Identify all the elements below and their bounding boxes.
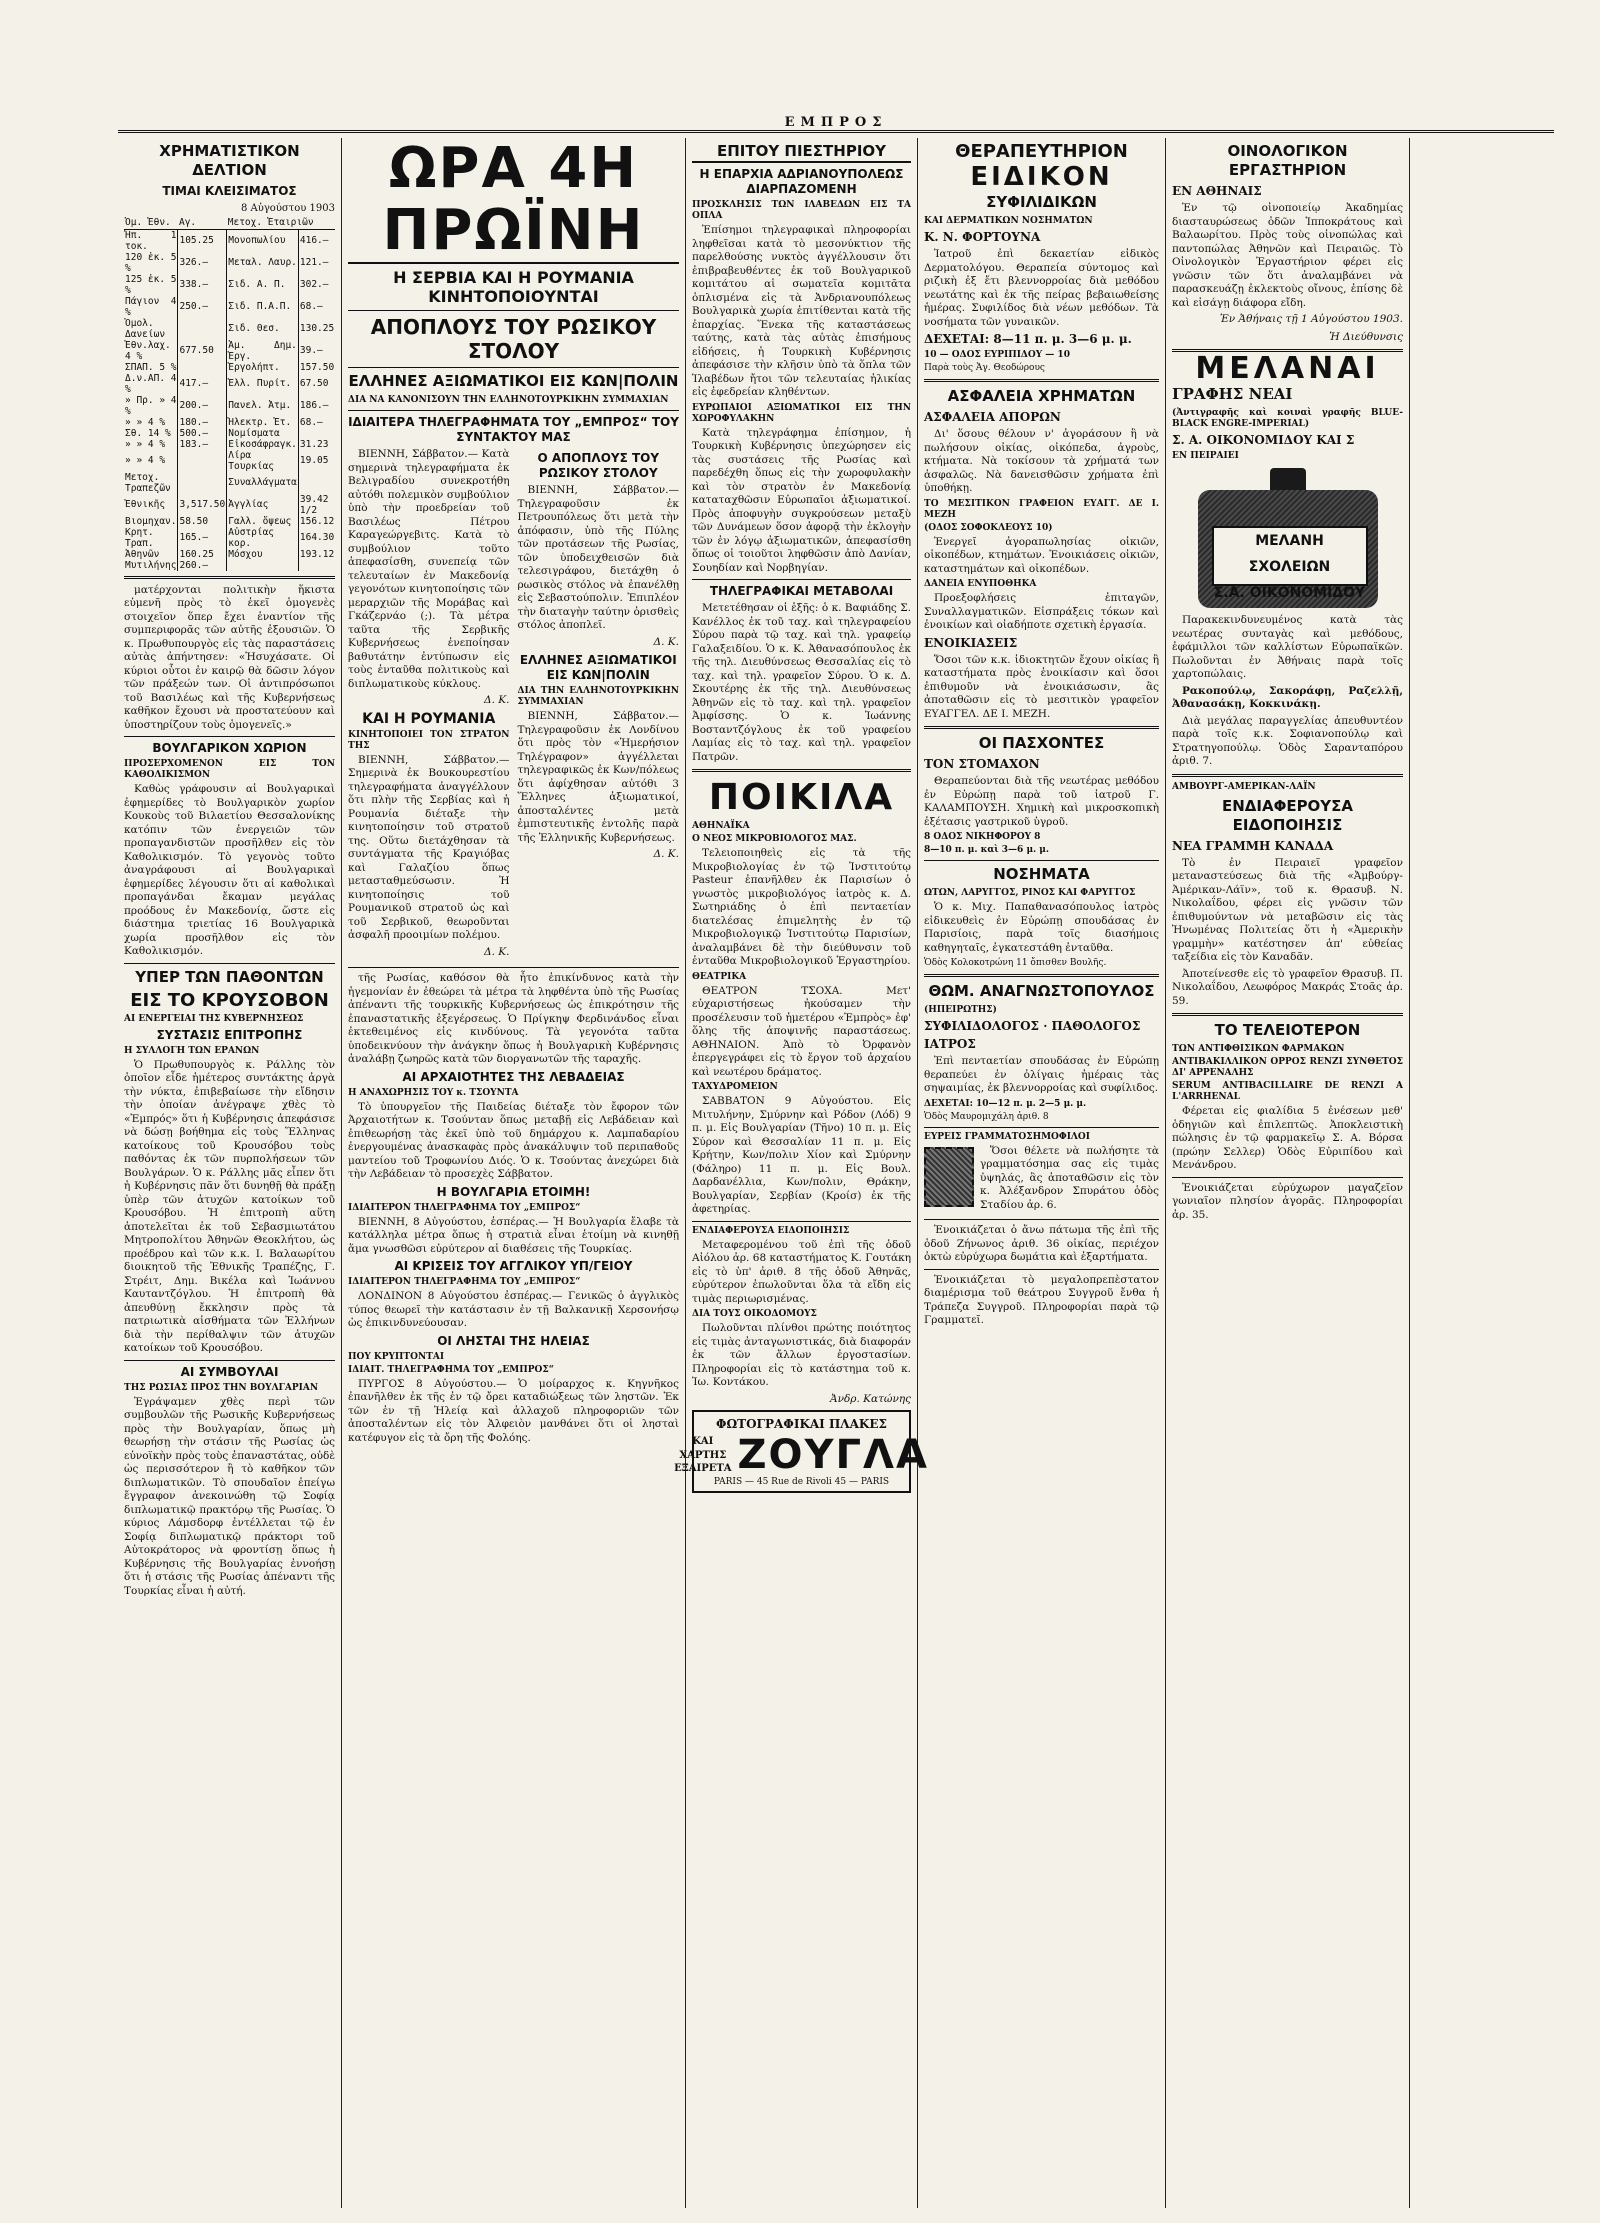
ad-address: Παρὰ τοὺς Ἁγ. Θεοδώρους	[924, 363, 1045, 373]
ad-subtitle: ΩΤΩΝ, ΛΑΡΥΓΓΟΣ, ΡΙΝΟΣ ΚΑΙ ΦΑΡΥΓΓΟΣ	[924, 888, 1136, 898]
divider	[924, 974, 1159, 977]
bottle-label-line: Σ.Α. ΟΙΚΟΝΟΜΙΔΟΥ	[1213, 585, 1366, 601]
ad-subtitle: ΑΣΦΑΛΕΙΑ ΑΠΟΡΩΝ	[924, 410, 1061, 424]
rates-cell: 160.25	[178, 549, 227, 560]
headline: ΟΙ ΛΗΣΤΑΙ ΤΗΣ ΗΛΕΙΑΣ	[437, 1333, 590, 1348]
rates-row	[124, 494, 335, 516]
subheadline: Η ΣΥΛΛΟΓΗ ΤΩΝ ΕΡΑΝΩΝ	[124, 1045, 260, 1056]
rates-table	[124, 216, 335, 571]
rates-cell: 39.—	[298, 340, 335, 362]
ad-text: Ἐνοικιάζεται εὐρύχωρον μαγαζεῖον γωνιαῖον πλησίον ἀγορᾶς. Πληροφορίαι ἀρ. 35.	[1172, 1181, 1403, 1221]
rates-cell: Μονοπωλίου	[227, 229, 299, 252]
signature: Ἀνδρ. Κατώνης	[830, 1392, 911, 1405]
headline: ΕΛΛΗΝΕΣ ΑΞΙΩΜΑΤΙΚΟΙ ΕΙΣ ΚΩΝ|ΠΟΛΙΝ	[348, 372, 679, 390]
divider	[124, 736, 335, 737]
divider	[692, 579, 911, 580]
divider	[124, 576, 335, 579]
rates-cell: 105.25	[178, 229, 227, 252]
rates-cell: Μυτιλήνης	[125, 559, 177, 571]
subheadline: Ο ΝΕΟΣ ΜΙΚΡΟΒΙΟΛΟΓΟΣ ΜΑΣ.	[692, 834, 857, 844]
divider	[924, 726, 1159, 729]
article-text: Ἐπίσημοι τηλεγραφικαὶ πληροφορίαι ληφθεῖσαι κατὰ τὸ μεσονύκτιον τῆς παρελθούσης νυκτὸς ἀγγέλλουσιν ὅτι ἐπιβραβευθέντες ἐκ τοῦ Βουλγαρικοῦ κομιτάτου αἱ σωματεῖα κομιτᾶτα ὁπλισμένα εἰς τὰ Ἀνδριανουπόλεως Βουλγαρικὰ χωρία ἐπιτίθενται κατὰ τῆς ἐπαρχίας. Ἕνεκα τῆς καταστάσεως ταύτης, κατὰ τὰς αὐτὰς ἐπισήμους εἰδήσεις, ἡ Τουρκικὴ Κυβέρνησις ἀπεφάσισε τὴν κλῆσιν ὑπὸ τὰ ὅπλα τῶν Ἰλαβέδων ἤτοι τῶν τελευταίας ἡλικίας εἰς ἐφεδρείαν κληθέντων.	[692, 224, 911, 398]
article-text: Τὸ ὑπουργεῖον τῆς Παιδείας διέταξε τὸν ἔφορον τῶν Ἀρχαιοτήτων κ. Τσούνταν ὅπως μεταβῇ εἰς Λεβάδειαν καὶ ἐπιθεωρήσῃ τὰς ἐκεῖ ὑπὸ τοῦ δημάρχου κ. Λαμπαδαρίου ἐνεργουμένας ἀνασκαφὰς πρὸς ἀνακάλυψιν τοῦ περιπαθοῦς μαντείου τοῦ Τροφωνίου Διός. Ὁ κ. Τσούντας ἀνεχώρει διὰ τὴν Λεβάδειαν τὸ προσεχὲς Σάββατον.	[348, 1100, 679, 1180]
ad-title: ΦΩΤΟΓΡΑΦΙΚΑΙ ΠΛΑΚΕΣ	[716, 1417, 887, 1431]
divider	[924, 1269, 1159, 1270]
divider	[348, 410, 679, 411]
rates-cell: Πανελ. Ἀτμ.	[227, 395, 299, 417]
rates-header-1: Ὀμ. Ἐθν.	[124, 216, 178, 230]
headline: ΑΠΟΠΛΟΥΣ ΤΟΥ ΡΩΣΙΚΟΥ ΣΤΟΛΟΥ	[370, 315, 657, 363]
rates-cell: 58.50	[178, 516, 227, 527]
rates-cell: Ὁμολ. Δανείων	[125, 317, 166, 340]
rates-cell: Σιδ. Α. Π.	[227, 274, 299, 296]
rates-cell: 31.23	[298, 439, 335, 450]
ad-text: Θεραπεύονται διὰ τῆς νεωτέρας μεθόδου ἐν Εὐρώπῃ παρὰ τοῦ ἰατροῦ Γ. ΚΑΛΑΜΠΟΥΣΗ. Χημικὴ καὶ μικροσκοπικὴ ἐξέτασις γαστρικοῦ ὑγροῦ.	[924, 775, 1159, 828]
rates-row	[124, 439, 335, 450]
headline: ΕΙΣ ΤΟ ΚΡΟΥΣΟΒΟΝ	[130, 989, 329, 1011]
ad-text: Ἐν τῷ οἰνοποιείῳ Ἀκαδημίας διασταυρώσεως ὁδῶν Ἱπποκράτους καὶ Βαλαωρίτου. Πρὸς τοὺς οἰνοπώλας καὶ παντοπώλας Ἀθηνῶν καὶ Πειραιῶς. Τὸ Οἰνολογικὸν Ἐργαστήριον φέρει εἰς γνῶσιν τῶν ὅτι ἀναλαμβάνει νὰ παρασκευάζῃ ἐκλεκτοὺς οἴνους, ἐπίσης δὲ καὶ εἰσάγῃ διάφορα εἴδη.	[1172, 202, 1403, 309]
ad-text: Ἐνεργεῖ ἀγοραπωλησίας οἰκιῶν, οἰκοπέδων, κτημάτων. Ἐνοικιάσεις οἰκιῶν, καταστημάτων καὶ οἰκοπέδων.	[924, 535, 1159, 575]
rates-cell: Συναλλάγματα	[227, 472, 299, 494]
divider	[348, 310, 679, 311]
rates-cell: Λίρα Τουρκίας	[227, 450, 299, 472]
ad-title: ΤΟ ΤΕΛΕΙΟΤΕΡΟΝ	[1214, 1021, 1361, 1039]
divider	[124, 963, 335, 964]
rates-cell	[227, 560, 299, 571]
ad-hours: ΔΕΧΕΤΑΙ: 10—12 π. μ. 2—5 μ. μ.	[924, 1098, 1087, 1109]
rates-cell	[298, 472, 335, 494]
stock-bulletin-date: 8 Αὐγούστου 1903	[240, 203, 335, 214]
rates-cell	[178, 450, 227, 472]
ad-subtitle: ΕΝΟΙΚΙΑΣΕΙΣ	[924, 635, 1018, 650]
rates-cell: Εἰκοσάφραγκ.	[228, 438, 297, 450]
subheadline: ΕΝΔΙΑΦΕΡΟΥΣΑ ΕΙΔΟΠΟΙΗΣΙΣ	[692, 1225, 850, 1236]
ad-address: 10 — ΟΔΟΣ ΕΥΡΙΠΙΔΟΥ — 10	[924, 350, 1070, 360]
ad-address: PARIS — 45 Rue de Rivoli 45 — PARIS	[713, 1476, 890, 1487]
ad-subtitle: (ΗΠΕΙΡΩΤΗΣ)	[924, 1005, 997, 1015]
rates-cell: Ἀγγλίας	[227, 494, 299, 516]
rates-cell: Ἠπ. 1 τοκ.	[125, 229, 177, 252]
ad-doctor: Κ. Ν. ΦΟΡΤΟΥΝΑ	[924, 230, 1041, 244]
article-text: ματέρχονται πολιτικὴν ἥκιστα εὐμενῆ πρὸς τὸ ἐκεῖ ὁμογενὲς στοιχεῖον ὅπερ ἔχει ἐναντίον τῆς συμπεριφορᾶς τῶν αὐτῆς ἐξουσιῶν. Ὁ κ. Πρωθυπουργὸς εἰς τὰς παραστάσεις αὐτὰς ἀπήντησεν: «Ἠσυχάσατε. Οἱ κύριοι οὗτοι ἐν καιρῷ θὰ δῶσιν λόγον τῶν πράξεών των. Οἱ ἀντιπρόσωποι τοῦ Βασιλέως καὶ τῆς Κυβερνήσεως καθῆκον ἔχουσι νὰ προστατεύουν καὶ ὑποστηρίζουν τοὺς ὁμογενεῖς.»	[124, 583, 335, 731]
headline: Η ΕΠΑΡΧΙΑ ΑΔΡΙΑΝΟΥΠΟΛΕΩΣ ΔΙΑΡΠΑΖΟΜΕΝΗ	[699, 167, 904, 196]
rates-row	[124, 229, 335, 252]
ad-subtitle: ΣΥΦΙΛΙΔΙΚΩΝ	[986, 193, 1097, 211]
article-text: ΒΙΕΝΝΗ, Σάββατον.— Κατὰ σημερινὰ τηλεγραφήματα ἐκ Βελιγραδίου συνεκροτήθη αὐτόθι πολεμικὸν συμβούλιον ὑπὸ τὴν προεδρείαν τοῦ Βασιλέως Πέτρου Καραγεώργεβιτς. Κατὰ τὸ συμβούλιον τοῦτο ἀπεφασίσθη, συνεπείᾳ τῶν τελευταίων ἐν Μακεδονίᾳ γεγονότων κινητοποίησις τῶν μεραρχιῶν τῆς Μοράβας καὶ Γκάζερνάο (;). Τὰ μέτρα ταῦτα τῆς Σερβικῆς Κυβερνήσεως ἐνεποίησαν βαθυτάτην ἐντύπωσιν εἰς τοὺς ἐνταῦθα πολιτικοὺς καὶ διπλωματικοὺς κύκλους.	[348, 448, 510, 690]
article-text: Μεταφερομένου τοῦ ἐπὶ τῆς ὁδοῦ Αἰόλου ἀρ. 68 καταστήματος Κ. Γουτάκη εἰς τὸ ὑπ' ἀριθ. 8 τῆς ὁδοῦ Ἀθηνᾶς, εὐρύτερον ἐπωλοῦνται ὅλα τὰ εἴδη εἰς τιμὰς περιωρισμένας.	[692, 1238, 911, 1305]
rates-cell	[178, 318, 227, 340]
headline: Η ΣΕΡΒΙΑ ΚΑΙ Η ΡΟΥΜΑΝΙΑ ΚΙΝΗΤΟΠΟΙΟΥΝΤΑΙ	[393, 268, 634, 306]
rates-cell: » » 4 %	[125, 416, 166, 428]
ad-text: Παρακεκινδυνευμένος κατὰ τὰς νεωτέρας συνταγὰς καὶ μεθόδους, ἐφάμιλλοι τῶν καλλίστων Εὐρωπαϊκῶν. Πωλοῦνται ἐν Ἀθήναις παρὰ τοῖς χαρτοπώλαις.	[1172, 614, 1403, 680]
ad-city: ΕΝ ΠΕΙΡΑΙΕΙ	[1172, 451, 1239, 461]
rates-cell: 186.—	[298, 395, 335, 417]
ad-maker: Σ. Α. ΟΙΚΟΝΟΜΙΔΟΥ ΚΑΙ Σ	[1172, 433, 1355, 447]
rates-cell: 39.42 1/2	[298, 494, 335, 516]
subheadline: ΠΡΟΣΕΡΧΟΜΕΝΟΝ ΕΙΣ ΤΟΝ ΚΑΘΟΛΙΚΙΣΜΟΝ	[124, 759, 335, 780]
rates-table-body	[124, 229, 335, 571]
article-text: ΠΥΡΓΟΣ 8 Αὐγούστου.— Ὁ μοίραρχος κ. Κηγνῆκος ἐπανῆλθεν ἐκ τῆς ἐν τῷ ὄρει καταδιώξεως τῶν ληστῶν. Ἐκ τῶν ἐν τῇ Ἠλείᾳ καὶ ἀλλαχοῦ πληροφοριῶν τῶν ἀποσταλέντων εἰς τὸν Ἀλφειὸν μανθάνει ὅτι οἱ λησταὶ κατέφυγον εἰς τὰ ὄρη τῆς Φολόης.	[348, 1377, 679, 1444]
ad-address: 8 ΟΔΟΣ ΝΙΚΗΦΟΡΟΥ 8	[924, 832, 1041, 842]
ad-text: Ρακοπούλῳ, Σακοράφῃ, Ραζελλῇ, Ἀθανασάκῃ, Κοκκινάκῃ.	[1172, 684, 1403, 710]
ad-title: ΑΣΦΑΛΕΙΑ ΧΡΗΜΑΤΩΝ	[947, 387, 1136, 405]
headline: Ο ΑΠΟΠΛΟΥΣ ΤΟΥ ΡΩΣΙΚΟΥ ΣΤΟΛΟΥ	[537, 451, 660, 480]
divider	[924, 860, 1159, 861]
ad-text: Ὅσοι τῶν κ.κ. ἰδιοκτητῶν ἔχουν οἰκίας ἢ καταστήματα πρὸς ἐνοικίασιν καὶ ὅσοι ἐπιθυμοῦν νὰ ἐνοικιάσωσιν, ἂς ἀποταθῶσιν εἰς τὸ μεσιτικὸν γραφεῖον ΕΥΑΓΓΕΛ. ΔΕ Ι. ΜΕΖΗ.	[924, 653, 1159, 720]
headline: ΑΙ ΚΡΙΣΕΙΣ ΤΟΥ ΑΓΓΛΙΚΟΥ ΥΠ/ΓΕΙΟΥ	[394, 1259, 633, 1273]
ad-subtitle: ΝΕΑ ΓΡΑΜΜΗ ΚΑΝΑΔΑ	[1172, 838, 1334, 853]
subheadline: ΙΔΙΑΙΤΕΡΟΝ ΤΗΛΕΓΡΑΦΗΜΑ ΤΟΥ „ΕΜΠΡΟΣ“	[348, 1277, 581, 1287]
article-text: ΣΑΒΒΑΤΟΝ 9 Αὐγούστου. Εἰς Μιτυλήνην, Σμύρνην καὶ Ρόδον (Λόδ) 9 π. μ. Εἰς Βουλγαρίαν (Τῆνο) 10 π. μ. Εἰς Σύρον καὶ Θεσσαλίαν 11 π. μ. Εἰς Κρήτην, Κων/πολιν Χίον καὶ Σμύρνην (Φάληρο) 11 π. μ. Εἰς Βουλ. Δαρδανέλλια, Κων/πολιν, Θράκην, Βουλγαρίαν, Σερβίαν (Κροίσ) ἐκ τῆς ἀφετηρίας.	[692, 1095, 911, 1215]
ad-title: ΝΟΣΗΜΑΤΑ	[993, 865, 1090, 883]
subheadline: ΤΑΧΥΔΡΟΜΕΙΟΝ	[692, 1082, 778, 1092]
rates-row	[124, 373, 335, 395]
rates-cell: 200.—	[178, 395, 227, 417]
ad-text: Φέρεται εἰς φιαλίδια 5 ἐνέσεων μεθ' ὁδηγιῶν καὶ ἐπιλεπτῶς. Ἀποκλειστικὴ πώλησις ἐν τῷ φαρμακεῖῳ Σ. Α. Βόρσα (πρώην Σελλερ) Ὁδὸς Εὐριπίδου καὶ Μενάνδρου.	[1172, 1105, 1403, 1171]
rates-cell: 165.—	[178, 527, 227, 549]
rates-cell: » Πρ. » 4 %	[125, 394, 177, 417]
ad-text: Ἐνοικιάζεται τὸ μεγαλοπρεπὲστατον διαμέρισμα τοῦ θεάτρου Συγγροῦ ἔνθα ἡ Τράπεζα Συγγροῦ. Πληροφορίαι παρὰ τῷ Γραμματεῖ.	[924, 1273, 1159, 1326]
divider	[1172, 1013, 1403, 1016]
rates-cell	[298, 428, 335, 439]
rates-row	[124, 450, 335, 472]
rates-header-2: Αγ.	[178, 216, 227, 230]
article-text: Ἐγράψαμεν χθὲς περὶ τῶν συμβουλῶν τῆς Ρωσικῆς Κυβερνήσεως πρὸς τὴν Βουλγαρίαν, ὅπως μὴ θεωρήσῃ τὴν στάσιν τῆς Ρωσίας ὡς εὐνοϊκὴν πρὸς τοὺς ἐπαναστάτας, οὐδὲ ὡς περισσότερον ἢ τὸ καθῆκον τῶν διπλωματικῶν. Τὸ σπουδαῖον ἐπείγω ἔγγραφον ἀνεκοινώθη τῷ Σοφίᾳ διπλωματικῷ πρακτόρῳ τῆς Ρωσίας. Ὁ κύριος Λάμσδορφ ἐντέλλεται τῷ ἐν Σοφίᾳ διπλωματικῷ πράκτορι τοῦ Αὐτοκράτορος νὰ φροντίσῃ ὅπως ἡ Κυβέρνησις τῆς Βουλγαρίας ἐννοήσῃ ὅτι ἡ στάσις τῆς Ρωσίας ἀπέναντι τῆς Τουρκίας εἶναι ἡ αὐτή.	[124, 1395, 335, 1597]
article-text: Τελειοποιηθεὶς εἰς τὰ τῆς Μικροβιολογίας ἐν τῷ Ἰνστιτούτῳ Pasteur ἐπανῆλθεν ἐκ Παρισίων ὁ γνωστὸς μικροβιολόγος ἰατρὸς κ. Δ. Σωτηριάδης ὁ ἐπὶ πενταετίαν διατελέσας ἐπιμελητὴς ἐν τῷ Μικροβιολογικῷ Ἰνστιτούτῳ Παρισίων, ἀναλαμβάνει δὲ τὴν διεύθυνσιν τοῦ ἐνταῦθα Μικροβιολογικοῦ Ἐργαστηρίου.	[692, 847, 911, 967]
rates-row	[124, 428, 335, 439]
ad-text: Ἐπὶ πενταετίαν σπουδάσας ἐν Εὐρώπῃ θεραπεύει ἐν ὀλίγαις ἡμέραις τὰς σηψαιμίας, ἐκ βλεννορροίας καὶ συφίλιδος.	[924, 1055, 1159, 1094]
signature: Δ. Κ.	[653, 848, 679, 860]
ad-title: ΟΙ ΠΑΣΧΟΝΤΕΣ	[978, 734, 1105, 752]
article-text: τῆς Ρωσίας, καθόσον θὰ ἦτο ἐπικίνδυνος κατὰ τὴν ἡγεμονίαν ἐν ἐθεώρει τὰ μέτρα τὰ ληφθέντα ὑπὸ τῆς Ρωσίας ἀπέναντι τῆς τουρκικῆς Κυβερνήσεως ὡς ἐπικρότησιν τῆς ἐπαναστατικῆς ἐξεγέρσεως. Ὁ Πρίγκηψ Φερδινάνδος εἶναι ἐκτεθειμένος εἰς κινδύνους. Τὰ γεγονότα ταῦτα ὑποδεικνύουν τὴν ἀνάγκην ὅπως ἡ Βουλγαρικὴ Κυβέρνησις ἀναλάβῃ ζωηρῶς κατὰ τῶν διοργανωτῶν τῆς ταραχῆς.	[348, 972, 679, 1065]
ad-title: ΘΩΜ. ΑΝΑΓΝΩΣΤΟΠΟΥΛΟΣ	[928, 982, 1155, 1000]
rates-cell: Ἐργολήπτ.	[227, 362, 299, 373]
column-4	[918, 138, 1166, 2208]
ad-subtitle: SERUM ANTIBACILLAIRE DE RENZI A L'ARRHENAL	[1172, 1081, 1403, 1102]
ad-text: Προεξοφλήσεις ἐπιταγῶν, Συναλλαγματικῶν. Εἰσπράξεις τόκων καὶ ἐνοικίων καὶ οἱαδήποτε σχετικὴ ἐργασία.	[924, 592, 1159, 631]
article-text: ΒΙΕΝΝΗ, Σάββατον.— Σημερινὰ ἐκ Βουκουρεστίου τηλεγραφήματα ἀναγγέλλουν ὅτι πλὴν τῆς Σερβίας καὶ ἡ Ρουμανία διέταξε τὴν κινητοποίησιν τοῦ στρατοῦ της. Οὕτω διετάχθησαν τὰ συντάγματα τῆς Κραγιόβας καὶ Γαλαζίου ὅπως μετασταθμεύσωσιν. Ἡ κινητοποίησις τοῦ Ρουμανικοῦ στρατοῦ ὡς καὶ τοῦ Σερβικοῦ, θεωροῦνται ἀσφαλῆ προοιμίων πολέμου.	[348, 753, 510, 941]
rates-cell: 67.50	[298, 373, 335, 395]
subcolumn	[518, 448, 680, 963]
stock-bulletin-title: ΧΡΗΜΑΤΙΣΤΙΚΟΝ ΔΕΛΤΙΟΝ	[159, 142, 300, 179]
rates-cell: 250.—	[178, 296, 227, 318]
ad-subtitle: ΚΑΙ ΔΕΡΜΑΤΙΚΩΝ ΝΟΣΗΜΑΤΩΝ	[924, 216, 1093, 226]
ad-subtitle: ΤΟΝ ΣΤΟΜΑΧΟΝ	[924, 757, 1040, 771]
rates-row	[124, 560, 335, 571]
subheadline: ΙΔΙΑΙΤ. ΤΗΛΕΓΡΑΦΗΜΑ ΤΟΥ „ΕΜΠΡΟΣ“	[348, 1364, 554, 1375]
rates-cell: Δ.ν.ΑΠ. 4 %	[125, 372, 177, 395]
subheadline: ΙΔΙΑΙΤΕΡΟΝ ΤΗΛΕΓΡΑΦΗΜΑ ΤΟΥ „ΕΜΠΡΟΣ“	[348, 1202, 581, 1213]
rates-cell: 338.—	[178, 274, 227, 296]
ad-text: ΚΑΙ	[692, 1436, 714, 1447]
divider	[1172, 1177, 1403, 1178]
masthead: ΕΜΠΡΟΣ	[118, 118, 1554, 133]
article-text: ΒΙΕΝΝΗ, Σάββατον.— Τηλεγραφοῦσιν ἐκ Λονδίνου ὅτι πρὸς τὸν «Ἡμερήσιον Τηλέγραφον» ἀγγέλλεται τηλεγραφικῶς ἐκ Κων/πόλεως ὅτι ἀφίχθησαν αὐτόθι 3 Ἕλληνες ἀξιωματικοί, ἀποσταλέντες μετὰ ἐμπιστευτικῆς ἐντολῆς παρὰ τῆς Ἑλληνικῆς Κυβερνήσεως.	[517, 710, 679, 844]
rates-cell: 183.—	[178, 439, 227, 450]
rates-cell: Ἑλλ. Πυρίτ.	[227, 373, 299, 395]
ad-subtitle: ΑΝΤΙΒΑΚΙΛΛΙΚΟΝ ΟΡΡΟΣ RENZI ΣΥΝΘΕΤΟΣ ΔΙ' ΑΡΡΕΝΑΛΗΣ	[1172, 1057, 1403, 1078]
ad-address: Ὁδὸς Κολοκοτρώνη 11 ὄπισθεν Βουλῆς.	[924, 958, 1107, 968]
ad-subtitle: ΙΑΤΡΟΣ	[924, 1037, 976, 1051]
ink-bottle-illustration	[1188, 468, 1388, 608]
subheadline: Η ΑΝΑΧΩΡΗΣΙΣ ΤΟΥ κ. ΤΣΟΥΝΤΑ	[348, 1087, 519, 1098]
rates-row	[124, 549, 335, 560]
two-subcolumns	[348, 972, 679, 1448]
subheadline: ΕΥΡΩΠΑΙΟΙ ΑΞΙΩΜΑΤΙΚΟΙ ΕΙΣ ΤΗΝ ΧΩΡΟΦΥΛΑΚΗΝ	[692, 402, 911, 424]
rates-cell: Σιδ. Θεσ.	[227, 318, 299, 340]
newspaper-page	[118, 115, 1554, 2208]
column-3	[674, 138, 929, 2208]
rates-row	[124, 318, 335, 340]
rates-cell: Πάγιον 4 %	[125, 295, 177, 318]
rates-cell: 121.—	[298, 252, 335, 274]
ad-text: Δι' ὅσους θέλουν ν' ἀγοράσουν ἢ νὰ πωλήσουν οἰκίας, οἰκόπεδα, ἀγροὺς, κτήματα. Νὰ τοκίσουν τὰ χρήματά των ἀσφαλῶς. Νὰ δανεισθῶσιν χρήματα ἐπὶ ὑποθήκῃ.	[924, 428, 1159, 494]
ad-text: Τὸ ἐν Πειραιεῖ γραφεῖον μεταναστεύσεως διὰ τῆς «Ἀμβούργ-Ἀμέρικαν-Λάϊν», τοῦ κ. Θρασυβ. Ν. Νικολαΐδου, φέρει εἰς γνῶσιν τῶν ἐπιθυμούντων νὰ μεταβῶσιν εἰς τὰς Ἡνωμένας Πολιτείας ὅτι ἡ «Ἀμερικὴν γραμμὴν» κατέστησεν ἀπ' εὐθείας ταξείδια εἰς τὸν Καναδᾶν.	[1172, 856, 1403, 963]
rates-cell: Κρητ. Τραπ.	[125, 526, 154, 549]
ad-subtitle: ΣΥΦΙΛΙΔΟΛΟΓΟΣ · ΠΑΘΟΛΟΓΟΣ	[924, 1019, 1141, 1033]
ad-text: Ὅσοι θέλετε νὰ πωλήσητε τὰ γραμματόσημα σας εἰς τιμὰς ὑψηλάς, ἂς ἀποταθῶσιν εἰς τὸν κ. Ἀλέξανδρον Σπυράτου ὁδὸς Σταδίου ἀρ. 6.	[980, 1144, 1159, 1211]
rates-row	[124, 362, 335, 373]
article-text: ΒΙΕΝΝΗ, 8 Αὐγούστου, ἐσπέρας.— Ἡ Βουλγαρία ἔλαβε τὰ κατάλληλα μέτρα ὅπως ἡ στρατιὰ εἶναι ἑτοίμη νὰ κινηθῇ ἅμα γνωσθῶσι εὐρύτερον αἱ διαθέσεις τῆς Τουρκίας.	[348, 1215, 679, 1255]
stock-bulletin-subtitle: ΤΙΜΑΙ ΚΛΕΙΣΙΜΑΤΟΣ	[162, 184, 297, 198]
headline: ΒΟΥΛΓΑΡΙΚΟΝ ΧΩΡΙΟΝ	[152, 741, 307, 755]
ad-title: ΟΙΝΟΛΟΓΙΚΟΝ ΕΡΓΑΣΤΗΡΙΟΝ	[1227, 142, 1348, 179]
bottle-label	[1212, 526, 1368, 601]
rates-cell: Αὐστρίας κορ.	[227, 527, 299, 549]
article-text: ΘΕΑΤΡΟΝ ΤΣΟΧΑ. Μετ' εὐχαριστήσεως ἠκούσαμεν τὴν προσέλευσιν τοῦ ἡμετέρου «Ἐμπρὸς» ἐφ' ὅλης τῆς ἀποψινῆς παραστάσεως. ΑΘΗΝΑΙΟΝ. Ἀπὸ τὸ Ὀρφανὸν ἐπεργεγράφει εἰς τὸ ἔργον τοῦ ἀρχαίου καὶ νεωτέρου δράματος.	[692, 984, 911, 1078]
subheadline: ΤΗΣ ΡΩΣΙΑΣ ΠΡΟΣ ΤΗΝ ΒΟΥΛΓΑΡΙΑΝ	[124, 1382, 319, 1393]
divider	[348, 367, 679, 368]
rates-cell: Ἠλεκτρ. Ἑτ.	[227, 417, 299, 428]
ad-title: ΜΕΛΑΝΑΙ	[1195, 351, 1380, 386]
postage-stamp-image	[924, 1147, 974, 1207]
ad-title: ΕΝΔΙΑΦΕΡΟΥΣΑ ΕΙΔΟΠΟΙΗΣΙΣ	[1221, 796, 1354, 834]
rates-cell: 417.—	[178, 373, 227, 395]
article-text: ΛΟΝΔΙΝΟΝ 8 Αὐγούστου ἐσπέρας.— Γενικῶς ὁ ἀγγλικὸς τύπος θεωρεῖ τὴν κατάστασιν ἐν τῇ Βαλκανικῇ Χερσονήσῳ ὡς ἐπικινδυνεύουσαν.	[348, 1290, 679, 1329]
ad-text: ΧΑΡΤΗΣ	[679, 1449, 727, 1461]
rates-cell: 302.—	[298, 274, 335, 296]
rates-cell: 260.—	[178, 560, 227, 571]
rates-row	[124, 417, 335, 428]
column-2	[342, 138, 686, 2208]
photo-plates-ad	[674, 1410, 929, 1493]
divider	[348, 967, 679, 968]
divider	[924, 379, 1159, 382]
divider	[924, 1219, 1159, 1220]
rates-cell: Ἐθν.λαχ. 4 %	[125, 339, 171, 362]
divider	[692, 1221, 911, 1222]
subheadline: ΠΡΟΣΚΛΗΣΙΣ ΤΩΝ ΙΛΑΒΕΔΩΝ ΕΙΣ ΤΑ ΟΠΛΑ	[692, 200, 911, 221]
rates-cell: 500.—	[178, 428, 227, 439]
ad-subtitle: ΔΑΝΕΙΑ ΕΝΥΠΟΘΗΚΑ	[924, 579, 1037, 589]
rates-cell: Σθ. 14 %	[125, 427, 171, 439]
ad-text: Ἐνοικιάζεται ὁ ἄνω πάτωμα τῆς ἐπὶ τῆς ὁδοῦ Ζήνωνος ἀριθ. 36 οἰκίας, περιέχον ὀκτὼ εὐρύχωρα δωμάτια καὶ ἐξαρτήματα.	[924, 1224, 1159, 1263]
rates-cell: Γαλλ. ὄψεως	[227, 516, 299, 527]
ad-address: Ὁδὸς Μαυρομιχάλη ἀριθ. 8	[924, 1111, 1049, 1122]
ad-brand: ΖΟΥΓΛΑ	[737, 1431, 929, 1478]
ad-text: ΕΞΑΙΡΕΤΑ	[674, 1463, 732, 1474]
ad-body	[674, 1431, 929, 1478]
article-text: Καθὼς γράφουσιν αἱ Βουλγαρικαὶ ἐφημερίδες τὸ Βουλγαρικὸν χωρίον Κουκοὺς τοῦ Βιλαετίου Θεσσαλονίκης κατόπιν τῶν ἐνεργειῶν τῶν προπαγανδιστῶν προσῆλθεν εἰς τὸν Καθολικισμόν. Τὸ γεγονὸς τοῦτο ἀναγράφουσι αἱ Βουλγαρικαὶ ἐφημερίδες λέγουσιν ὅτι αἱ καθολικαὶ προπαγάνδαι ἔκαμαν μεγάλας προόδους ἐν Μακεδονίᾳ, ὥστε εἰς διάστημα τριετίας 16 Βουλγαρικὰ χωρία προσῆλθον εἰς τὸν Καθολικισμόν.	[124, 783, 335, 957]
bottle-label-line: ΜΕΛΑΝΗ ΣΧΟΛΕΙΩΝ	[1248, 533, 1331, 575]
ad-title: ΕΙΔΙΚΟΝ	[970, 162, 1113, 192]
divider	[1172, 774, 1403, 777]
ad-text: Διὰ μεγάλας παραγγελίας ἀπευθυντέον παρὰ τοῖς κ.κ. Σοφιανοπούλῳ καὶ Στρατηγοπούλῳ. Ὁδὸς Σαρανταπόρου ἀριθ. 7.	[1172, 714, 1403, 767]
headline: Η ΒΟΥΛΓΑΡΙΑ ΕΤΟΙΜΗ!	[436, 1184, 591, 1199]
headline: ΑΙ ΑΡΧΑΙΟΤΗΤΕΣ ΤΗΣ ΛΕΒΑΔΕΙΑΣ	[402, 1069, 625, 1084]
ad-subtitle: ΤΩΝ ΑΝΤΙΦΘΙΣΙΚΩΝ ΦΑΡΜΑΚΩΝ	[1172, 1044, 1345, 1054]
headline: ΤΗΛΕΓΡΑΦΙΚΑΙ ΜΕΤΑΒΟΛΑΙ	[709, 584, 894, 598]
rates-cell: Μετοχ. Τραπεζῶν	[125, 471, 171, 494]
rates-cell: 68.—	[298, 296, 335, 318]
rates-cell: Ἐθνικῆς	[125, 499, 166, 510]
ad-title: ΘΕΡΑΠΕΥΤΗΡΙΟΝ	[955, 141, 1128, 162]
rates-cell: ΣΠΑΠ. 5 %	[125, 361, 177, 373]
rates-cell: 157.50	[299, 361, 335, 373]
rates-row	[124, 296, 335, 318]
rates-cell: 164.30	[298, 527, 335, 549]
headline: ΣΥΣΤΑΣΙΣ ΕΠΙΤΡΟΠΗΣ	[156, 1027, 303, 1042]
ad-date: Ἐν Ἀθήναις τῇ 1 Αὐγούστου 1903.	[1219, 313, 1403, 325]
section-title: ΠΟΙΚΙΛΑ	[708, 777, 895, 818]
rates-cell: 416.—	[298, 229, 335, 252]
headline: ΙΔΙΑΙΤΕΡΑ ΤΗΛΕΓΡΑΦΗΜΑΤΑ ΤΟΥ „ΕΜΠΡΟΣ“ ΤΟΥ ΣΥΝΤΑΚΤΟΥ ΜΑΣ	[348, 415, 679, 444]
rates-cell: 68.—	[298, 417, 335, 428]
rates-row	[124, 395, 335, 417]
rates-cell: 125 ἐκ. 5 %	[125, 273, 177, 296]
subheadline: ΠΟΥ ΚΡΥΠΤΟΝΤΑΙ	[348, 1351, 445, 1362]
headline: ΥΠΕΡ ΤΩΝ ΠΑΘΟΝΤΩΝ	[135, 967, 324, 986]
ad-left	[674, 1435, 731, 1476]
ad-hours: 8—10 π. μ. καὶ 3—6 μ. μ.	[924, 845, 1050, 855]
article-text: Κατὰ τηλεγράφημα ἐπίσημον, ἡ Τουρκικὴ Κυβέρνησις ὑπεχώρησεν εἰς τὰς συστάσεις τῆς Ρωσίας καὶ παρεδέχθη ὅπως εἰς τὴν χωροφυλακὴν καὶ τὸν στρατὸν ἐν Μακεδονίᾳ καταταχθῶσιν Εὐρωπαῖοι ἀξιωματικοί. Πρὸς ἀποφυγὴν συγκρούσεων μεταξὺ τῶν Δυνάμεων ὅσον ἀφορᾷ τὴν ἐκλογὴν τῶν ἐν λόγῳ ἀξιωματικῶν, ἀπεφασίσθη ὅπως οἱ τοιοῦτοι ληφθῶσιν ἀπὸ Δανίαν, Σουηδίαν καὶ Νορβηγίαν.	[692, 426, 911, 574]
divider	[124, 1360, 335, 1361]
rates-cell: » » 4 %	[125, 455, 166, 466]
headline: ΑΙ ΣΥΜΒΟΥΛΑΙ	[180, 1364, 279, 1379]
ad-subtitle: ΕΥΡΕΙΣ ΓΡΑΜΜΑΤΟΣΗΜΟΦΙΛΟΙ	[924, 1131, 1090, 1142]
signature: Δ. Κ.	[653, 635, 679, 648]
ad-subtitle: (Ἀντιγραφῆς καὶ κοιναὶ γραφῆς BLUE-BLACK ENGRE-IMPERIAL)	[1172, 408, 1403, 429]
column-5	[1166, 138, 1410, 2208]
ad-text: Ἀποτείνεσθε εἰς τὸ γραφεῖον Θρασυβ. Π. Νικολαΐδου, Λεωφόρος Μακράς Στοᾶς ἀρ. 59.	[1172, 967, 1403, 1007]
ad-title: ΓΡΑΦΗΣ ΝΕΑΙ	[1172, 385, 1293, 403]
rates-cell: 3,517.50	[178, 494, 227, 516]
rates-cell: Νομίσματα	[227, 428, 299, 439]
subheadline: ΑΙ ΕΝΕΡΓΕΙΑΙ ΤΗΣ ΚΥΒΕΡΝΗΣΕΩΣ	[124, 1013, 304, 1024]
rates-cell: 326.—	[178, 252, 227, 274]
ad-subtitle: ΤΟ ΜΕΣΙΤΙΚΟΝ ΓΡΑΦΕΙΟΝ ΕΥΑΓΓ. ΔΕ Ι. ΜΕΖΗ	[924, 498, 1159, 520]
headline: ΕΛΛΗΝΕΣ ΑΞΙΩΜΑΤΙΚΟΙ ΕΙΣ ΚΩΝ|ΠΟΛΙΝ	[519, 653, 677, 682]
rates-cell: 677.50	[178, 340, 227, 362]
rates-row	[124, 274, 335, 296]
divider	[692, 769, 911, 772]
rates-cell: » » 4 %	[125, 438, 166, 450]
rates-header-3: Μετοχ. Ἑταιριῶν	[227, 216, 335, 230]
headline: ΚΑΙ Η ΡΟΥΜΑΝΙΑ	[362, 710, 496, 727]
article-text: Ὁ Πρωθυπουργὸς κ. Ράλλης τὸν ὁποῖον εἶδε ἡμέτερος συντάκτης ἀργὰ τὴν νύκτα, ἐπιβεβαίωσε τὴν εἴδησιν τὴν ὁποίαν ἀνέγραψε χθὲς τὸ «Ἐμπρός» ὅτι ἡ Κυβέρνησις ἀπεφάσισε νὰ δώσῃ βοήθημα εἰς τοὺς Ἕλληνας κατοίκους τοῦ Κρουσόβου τοὺς παθόντας ἐκ τῶν πυρπολήσεων τῶν Βουλγάρων. Ὁ κ. Ράλλης μᾶς εἶπεν ὅτι ἡ Κυβέρνησις πᾶν ὅτι δυνηθῇ θὰ πράξῃ ὑπὲρ τῶν ἀτυχῶν κατοίκων τοῦ Κρουσόβου. Ἡ ἐπιτροπὴ αὕτη ἀποτελεῖται ἐκ τοῦ Σεβασμιωτάτου Μητροπολίτου Ἀθηνῶν Θεοκλήτου, ὡς προέδρου καὶ τῶν κ.κ. Ι. Βαλαωρίτου διοικητοῦ τῆς Ἐθνικῆς Τραπέζης, Γ. Στρέιτ, Δημ. Βικέλα καὶ Ἰωάννου Καυταντζόγλου. Ἡ ἐπιτροπὴ θὰ ἀπευθύνῃ ἔκκλησιν πρὸς τὰ πατριωτικὰ αἰσθήματα τῶν Ἑλλήνων διὰ τὴν περίθαλψιν τῶν ἀτυχῶν κατοίκων τοῦ Κρουσόβου.	[124, 1058, 335, 1354]
rates-row	[124, 516, 335, 527]
rates-row	[124, 472, 335, 494]
banner-headline: ΩΡΑ 4Η ΠΡΩΪΝΗ	[348, 138, 679, 264]
rates-cell: Μεταλ. Λαυρ.	[227, 252, 299, 274]
rates-row	[124, 340, 335, 362]
subheadline: ΔΙΑ ΤΟΥΣ ΟΙΚΟΔΟΜΟΥΣ	[692, 1309, 817, 1319]
signature: Ἡ Διεύθυνσις	[1329, 330, 1403, 343]
section-title: ΕΠΙΤΟΥ ΠΙΕΣΤΗΡΙΟΥ	[692, 142, 911, 163]
article-text: Μετετέθησαν οἱ ἑξῆς: ὁ κ. Βαφιάδης Σ. Κανέλλος ἐκ τοῦ ταχ. καὶ τηλεγραφείου Σύρου παρὰ τῷ ταχ. καὶ τηλ. γραφείῳ Γαλαξειδίου. Ὁ κ. Κ. Ἀθανασόπουλος ἐκ τῆς τηλ. Διευθύνσεως Θεσσαλίας εἰς τὸ ταχ. καὶ τηλ. γραφεῖον Σύρου. Ὁ κ. Δ. Σκουτέρης ἐκ τῆς τηλ. Διευθύνσεως Ἀθηνῶν εἰς τὸ ταχ. καὶ τηλ. γραφεῖον Ἀμφίσσης. Ὁ κ. Ἰωάννης Βοσταντζόγλους ἐκ τοῦ γραφείου Λαμίας εἰς τὸ ταχ. καὶ τηλ. γραφεῖον Πατρῶν.	[692, 602, 911, 763]
ad-subtitle: ΕΝ ΑΘΗΝΑΙΣ	[1172, 184, 1262, 198]
rates-cell: Ἀθηνῶν	[125, 548, 160, 560]
article-text: ΒΙΕΝΝΗ, Σάββατον.— Τηλεγραφοῦσιν ἐκ Πετρουπόλεως ὅτι μετὰ τὴν ἀπόφασιν, ὑπὸ τῆς Πύλης τῶν προτάσεων τῆς Ρωσίας, τῶν ὑποδειχθεισῶν διὰ τελεσιγράφου, διετάχθη ὁ ρωσικὸς στόλος νὰ ἐπανέλθῃ εἰς Σεβαστούπολιν. Ἐπιπλέον τὴν διαταγὴν ταύτην ὁρισθεὶς στόλος ἀποπλεῖ.	[517, 484, 679, 631]
rates-cell: Σιδ. Π.Α.Π.	[227, 296, 299, 318]
subcolumn	[348, 972, 679, 1448]
rates-cell	[178, 472, 227, 494]
divider	[924, 1127, 1159, 1128]
rates-cell: Μόσχου	[227, 549, 299, 560]
rates-cell: 130.25	[298, 318, 335, 340]
rates-cell	[298, 560, 335, 571]
rates-cell: 180.—	[178, 417, 227, 428]
ad-subtitle: ΑΜΒΟΥΡΓ-ΑΜΕΡΙΚΑΝ-ΛΑΪΝ	[1172, 781, 1316, 792]
ad-text: Ὁ κ. Μιχ. Παπαθανασόπουλος ἰατρὸς εἰδικευθεὶς ἐν Εὐρώπῃ σπουδάσας ἐν Παρισίοις, παρὰ τοῖς διασήμοις καθηγηταῖς, ἐγκατεστάθη ἐνταῦθα.	[924, 901, 1159, 954]
subheadline: ΔΙΑ ΤΗΝ ΕΛΛΗΝΟΤΟΥΡΚΙΚΗΝ ΣΥΜΜΑΧΙΑΝ	[517, 686, 679, 707]
rates-cell: 120 ἐκ. 5 %	[125, 251, 177, 274]
rates-cell	[178, 362, 227, 373]
rates-row	[124, 527, 335, 549]
ad-address: (ΟΔΟΣ ΣΟΦΟΚΛΕΟΥΣ 10)	[924, 522, 1053, 533]
subheadline: ΑΘΗΝΑΪΚΑ	[692, 821, 750, 831]
rates-cell: Ἁμ. Δημ. Ἐργ.	[228, 339, 297, 362]
subheadline: ΘΕΑΤΡΙΚΑ	[692, 971, 747, 982]
subheadline: ΔΙΑ ΝΑ ΚΑΝΟΝΙΣΟΥΝ ΤΗΝ ΕΛΛΗΝΟΤΟΥΡΚΙΚΗΝ ΣΥΜΜΑΧΙΑΝ	[348, 395, 669, 405]
two-subcolumns	[348, 448, 679, 963]
rates-cell: Βιομηχαν.	[125, 515, 177, 527]
rates-row	[124, 252, 335, 274]
ad-text: Ἰατροῦ ἐπὶ δεκαετίαν εἰδικὸς Δερματολόγου. Θεραπεία σύντομος καὶ ριζικὴ ἐξ ἔτι βλεννορροίας διὰ μεθόδου νεωτάτης καὶ ἐκ τῆς πείρας βεβαιωθείσης ἡμέρας. Συφιλίδος διὰ νέων μεθόδων. Τὰ νοσήματα τῶν γυναικῶν.	[924, 248, 1159, 328]
signature: Δ. Κ.	[484, 694, 510, 706]
subheadline: ΚΙΝΗΤΟΠΟΙΕΙ ΤΟΝ ΣΤΡΑΤΟΝ ΤΗΣ	[348, 729, 510, 751]
rates-cell: 19.05	[298, 450, 335, 472]
rates-cell: 193.12	[299, 548, 335, 560]
column-1	[118, 138, 342, 2208]
signature: Δ. Κ.	[484, 945, 510, 958]
article-text: Πωλοῦνται πλίνθοι πρώτης ποιότητος εἰς τιμὰς ἀνταγωνιστικάς, διὰ διαφοράν ἐκ τῶν ἄλλων ἐργοστασίων. Πληροφορίαι εἰς τὸ κατάστημα τοῦ κ. Ἰω. Κοντάκου.	[692, 1322, 911, 1388]
ad-hours: ΔΕΧΕΤΑΙ: 8—11 π. μ. 3—6 μ. μ.	[924, 332, 1132, 346]
rates-cell: 156.12	[299, 515, 335, 527]
subcolumn	[348, 448, 510, 963]
